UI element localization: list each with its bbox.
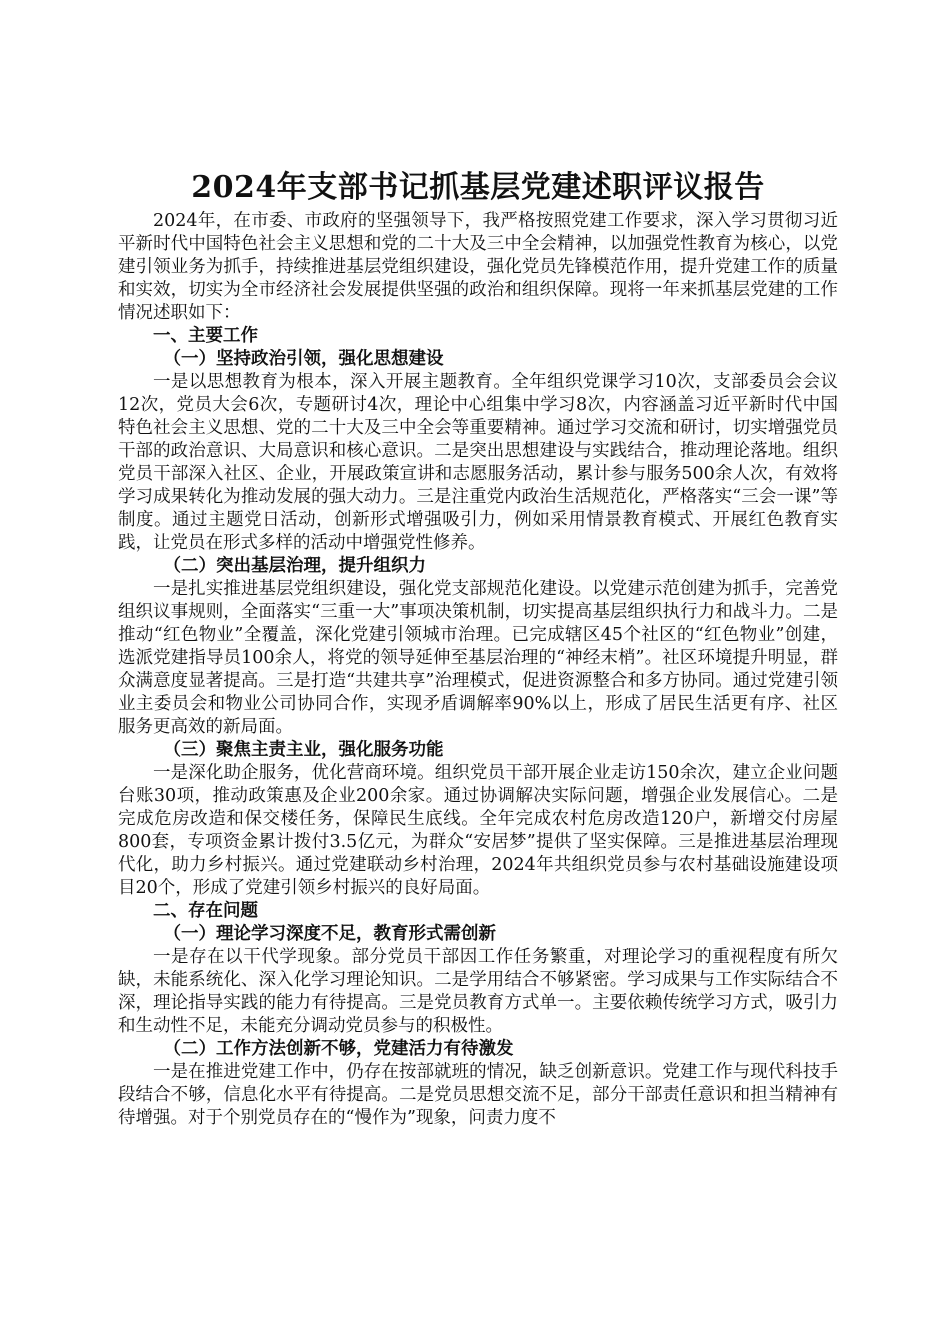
subsection-heading-theory-study: （一）理论学习深度不足，教育形式需创新	[163, 924, 496, 944]
subsection-heading-political-guidance: （一）坚持政治引领，强化思想建设	[163, 349, 444, 369]
paragraph-work-methods: 一是在推进党建工作中，仍存在按部就班的情况，缺乏创新意识。党建工作与现代科技手段结合不够，信息化水平有待提高。二是党员思想交流不足，部分干部责任意识和担当精神有待增强。对于个别党员存在的“慢作为”现象，问责力度不	[118, 1062, 838, 1128]
section-heading-problems: 二、存在问题	[153, 901, 258, 921]
document-title: 2024年支部书记抓基层党建述职评议报告	[191, 170, 765, 205]
subsection-heading-service-function: （三）聚焦主责主业，强化服务功能	[163, 740, 444, 760]
paragraph-theory-study: 一是存在以干代学现象。部分党员干部因工作任务繁重，对理论学习的重视程度有所欠缺，未能系统化、深入化学习理论知识。二是学用结合不够紧密。学习成果与工作实际结合不深，理论指导实践的能力有待提高。三是党员教育方式单一。主要依赖传统学习方式，吸引力和生动性不足，未能充分调动党员参与的积极性。	[118, 947, 838, 1036]
subsection-heading-work-methods: （二）工作方法创新不够，党建活力有待激发	[163, 1039, 514, 1059]
subsection-heading-grassroots-governance: （二）突出基层治理，提升组织力	[163, 556, 426, 576]
paragraph-service-function: 一是深化助企服务，优化营商环境。组织党员干部开展企业走访150余次，建立企业问题台账30项，推动政策惠及企业200余家。通过协调解决实际问题，增强企业发展信心。二是完成危房改造和保交楼任务，保障民生底线。全年完成农村危房改造120户，新增交付房屋800套，专项资金累计拨付3.5亿元，为群众“安居梦”提供了坚实保障。三是推进基层治理现代化，助力乡村振兴。通过党建联动乡村治理，2024年共组织党员参与农村基础设施建设项目20个，形成了党建引领乡村振兴的良好局面。	[118, 763, 838, 898]
paragraph-political-guidance: 一是以思想教育为根本，深入开展主题教育。全年组织党课学习10次，支部委员会会议12次，党员大会6次，专题研讨4次，理论中心组集中学习8次，内容涵盖习近平新时代中国特色社会主义思想、党的二十大及三中全会等重要精神。通过学习交流和研讨，切实增强党员干部的政治意识、大局意识和核心意识。二是突出思想建设与实践结合，推动理论落地。组织党员干部深入社区、企业，开展政策宣讲和志愿服务活动，累计参与服务500余人次，有效将学习成果转化为推动发展的强大动力。三是注重党内政治生活规范化，严格落实“三会一课”等制度。通过主题党日活动，创新形式增强吸引力，例如采用情景教育模式、开展红色教育实践，让党员在形式多样的活动中增强党性修养。	[118, 372, 838, 553]
document-page	[118, 168, 838, 1130]
section-heading-main-work: 一、主要工作	[153, 326, 258, 346]
intro-paragraph: 2024年，在市委、市政府的坚强领导下，我严格按照党建工作要求，深入学习贯彻习近平新时代中国特色社会主义思想和党的二十大及三中全会精神，以加强党性教育为核心，以党建引领业务为抓手，持续推进基层党组织建设，强化党员先锋模范作用，提升党建工作的质量和实效，切实为全市经济社会发展提供坚强的政治和组织保障。现将一年来抓基层党建的工作情况述职如下：	[118, 211, 838, 323]
paragraph-grassroots-governance: 一是扎实推进基层党组织建设，强化党支部规范化建设。以党建示范创建为抓手，完善党组织议事规则，全面落实“三重一大”事项决策机制，切实提高基层组织执行力和战斗力。二是推动“红色物业”全覆盖，深化党建引领城市治理。已完成辖区45个社区的“红色物业”创建，选派党建指导员100余人，将党的领导延伸至基层治理的“神经末梢”。社区环境提升明显，群众满意度显著提高。三是打造“共建共享”治理模式，促进资源整合和多方协同。通过党建引领业主委员会和物业公司协同合作，实现矛盾调解率90%以上，形成了居民生活更有序、社区服务更高效的新局面。	[118, 579, 838, 737]
